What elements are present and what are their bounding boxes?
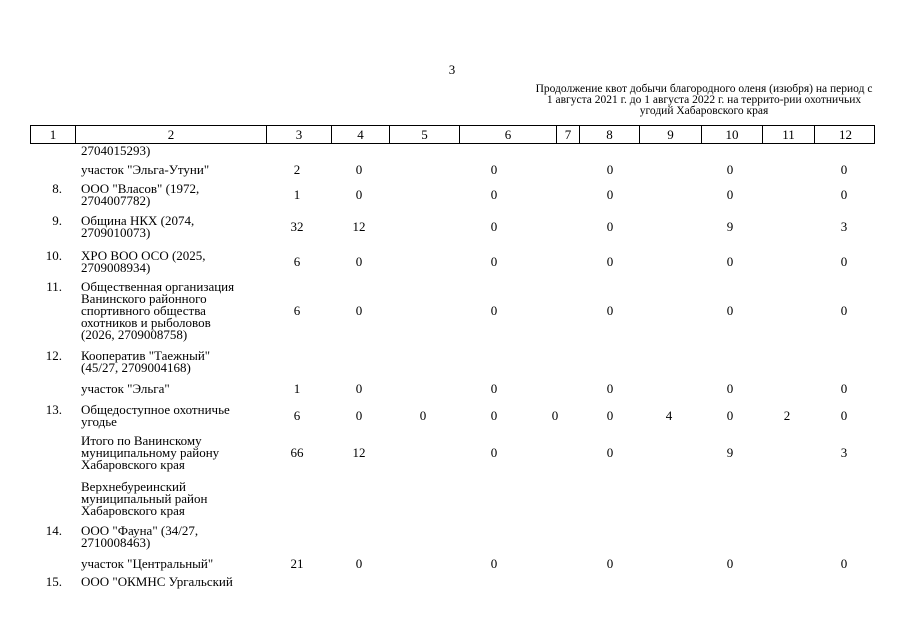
row-name: ООО "ОКМНС Ургальский xyxy=(81,574,233,589)
value-cell-col-12: 0 xyxy=(840,187,848,202)
column-header-12: 12 xyxy=(814,126,876,143)
table-row xyxy=(30,350,875,376)
table-row xyxy=(30,558,875,572)
row-name: Община НКХ (2074, 2709010073) xyxy=(81,213,195,240)
column-header-9: 9 xyxy=(639,126,701,143)
table-row xyxy=(30,576,875,590)
value-cell-col-8: 0 xyxy=(606,162,614,177)
column-header-3: 3 xyxy=(266,126,331,143)
row-number: 15. xyxy=(45,574,62,589)
column-header-5: 5 xyxy=(389,126,459,143)
row-name: участок "Центральный" xyxy=(81,556,214,571)
value-cell-col-6: 0 xyxy=(490,556,498,571)
value-cell-col-8: 0 xyxy=(606,556,614,571)
row-name: участок "Эльга-Утуни" xyxy=(81,162,210,177)
value-cell-col-6: 0 xyxy=(490,162,498,177)
table-row xyxy=(30,281,875,343)
column-header-6: 6 xyxy=(459,126,556,143)
row-name: Верхнебуреинский муниципальный район Хабаровского края xyxy=(81,479,208,518)
value-cell-col-6: 0 xyxy=(490,219,498,234)
value-cell-col-12: 0 xyxy=(840,254,848,269)
value-cell-col-4: 12 xyxy=(352,219,366,234)
value-cell-col-3: 32 xyxy=(290,219,304,234)
value-cell-col-10: 0 xyxy=(726,162,734,177)
column-header-10: 10 xyxy=(701,126,762,143)
value-cell-col-8: 0 xyxy=(606,408,614,423)
table-row xyxy=(30,404,875,430)
table-header xyxy=(30,125,875,144)
table-row xyxy=(30,525,875,551)
value-cell-col-6: 0 xyxy=(490,303,498,318)
table-row xyxy=(30,145,875,159)
row-number: 13. xyxy=(45,402,62,417)
row-number: 9. xyxy=(52,213,62,228)
value-cell-col-4: 0 xyxy=(355,408,363,423)
value-cell-col-10: 0 xyxy=(726,556,734,571)
value-cell-col-12: 0 xyxy=(840,556,848,571)
value-cell-col-8: 0 xyxy=(606,381,614,396)
value-cell-col-6: 0 xyxy=(490,445,498,460)
table-row xyxy=(30,250,875,276)
row-name: Общедоступное охотничье угодье xyxy=(81,402,230,429)
value-cell-col-10: 0 xyxy=(726,254,734,269)
column-header-4: 4 xyxy=(331,126,389,143)
value-cell-col-8: 0 xyxy=(606,254,614,269)
value-cell-col-3: 6 xyxy=(293,254,301,269)
row-name: ХРО ВОО ОСО (2025, 2709008934) xyxy=(81,248,206,275)
value-cell-col-6: 0 xyxy=(490,408,498,423)
value-cell-col-6: 0 xyxy=(490,254,498,269)
value-cell-col-8: 0 xyxy=(606,445,614,460)
table-row xyxy=(30,435,875,473)
value-cell-col-10: 0 xyxy=(726,187,734,202)
value-cell-col-3: 6 xyxy=(293,303,301,318)
row-number: 8. xyxy=(52,181,62,196)
column-header-1: 1 xyxy=(49,127,57,142)
value-cell-col-5: 0 xyxy=(419,408,427,423)
value-cell-col-11: 2 xyxy=(783,408,791,423)
value-cell-col-6: 0 xyxy=(490,187,498,202)
column-header-7: 7 xyxy=(556,126,579,143)
value-cell-col-4: 0 xyxy=(355,162,363,177)
column-header-8: 8 xyxy=(579,126,639,143)
value-cell-col-12: 3 xyxy=(840,445,848,460)
value-cell-col-7: 0 xyxy=(551,408,559,423)
row-name: Итого по Ванинскому муниципальному району Хабаровского края xyxy=(81,433,220,472)
row-number: 14. xyxy=(45,523,62,538)
value-cell-col-4: 12 xyxy=(352,445,366,460)
row-name: участок "Эльга" xyxy=(81,381,170,396)
value-cell-col-10: 9 xyxy=(726,445,734,460)
column-header-11: 11 xyxy=(762,126,814,143)
value-cell-col-10: 9 xyxy=(726,219,734,234)
value-cell-col-4: 0 xyxy=(355,187,363,202)
row-number: 10. xyxy=(45,248,62,263)
value-cell-col-3: 66 xyxy=(290,445,304,460)
value-cell-col-4: 0 xyxy=(355,303,363,318)
row-number: 12. xyxy=(45,348,62,363)
table-row xyxy=(30,481,875,519)
value-cell-col-12: 0 xyxy=(840,162,848,177)
value-cell-col-8: 0 xyxy=(606,219,614,234)
value-cell-col-4: 0 xyxy=(355,381,363,396)
table-row xyxy=(30,164,875,178)
value-cell-col-3: 1 xyxy=(293,187,301,202)
table-row xyxy=(30,383,875,397)
value-cell-col-10: 0 xyxy=(726,381,734,396)
row-name: Общественная организация Ванинского районного спортивного общества охотников и рыболовов (2026, 2709008758) xyxy=(81,279,235,342)
table-caption: Продолжение квот добычи благородного оленя (изюбря) на период с 1 августа 2021 г. до 1 августа 2022 г. на террито-рии охотничьих угодий Хабаровского края xyxy=(535,83,873,117)
value-cell-col-10: 0 xyxy=(726,303,734,318)
value-cell-col-3: 1 xyxy=(293,381,301,396)
value-cell-col-10: 0 xyxy=(726,408,734,423)
row-number: 11. xyxy=(46,279,62,294)
value-cell-col-8: 0 xyxy=(606,187,614,202)
value-cell-col-3: 21 xyxy=(290,556,304,571)
value-cell-col-12: 0 xyxy=(840,381,848,396)
value-cell-col-8: 0 xyxy=(606,303,614,318)
value-cell-col-12: 0 xyxy=(840,303,848,318)
column-header-2: 2 xyxy=(75,126,266,143)
value-cell-col-3: 6 xyxy=(293,408,301,423)
row-name: 2704015293) xyxy=(81,143,151,158)
value-cell-col-4: 0 xyxy=(355,556,363,571)
value-cell-col-4: 0 xyxy=(355,254,363,269)
value-cell-col-12: 3 xyxy=(840,219,848,234)
table-row xyxy=(30,215,875,241)
value-cell-col-9: 4 xyxy=(665,408,673,423)
value-cell-col-6: 0 xyxy=(490,381,498,396)
page-number: 3 xyxy=(448,62,456,77)
value-cell-col-12: 0 xyxy=(840,408,848,423)
value-cell-col-3: 2 xyxy=(293,162,301,177)
row-name: ООО "Фауна" (34/27, 2710008463) xyxy=(81,523,199,550)
row-name: Кооператив "Таежный" (45/27, 2709004168) xyxy=(81,348,211,375)
row-name: ООО "Власов" (1972, 2704007782) xyxy=(81,181,200,208)
table-row xyxy=(30,183,875,209)
